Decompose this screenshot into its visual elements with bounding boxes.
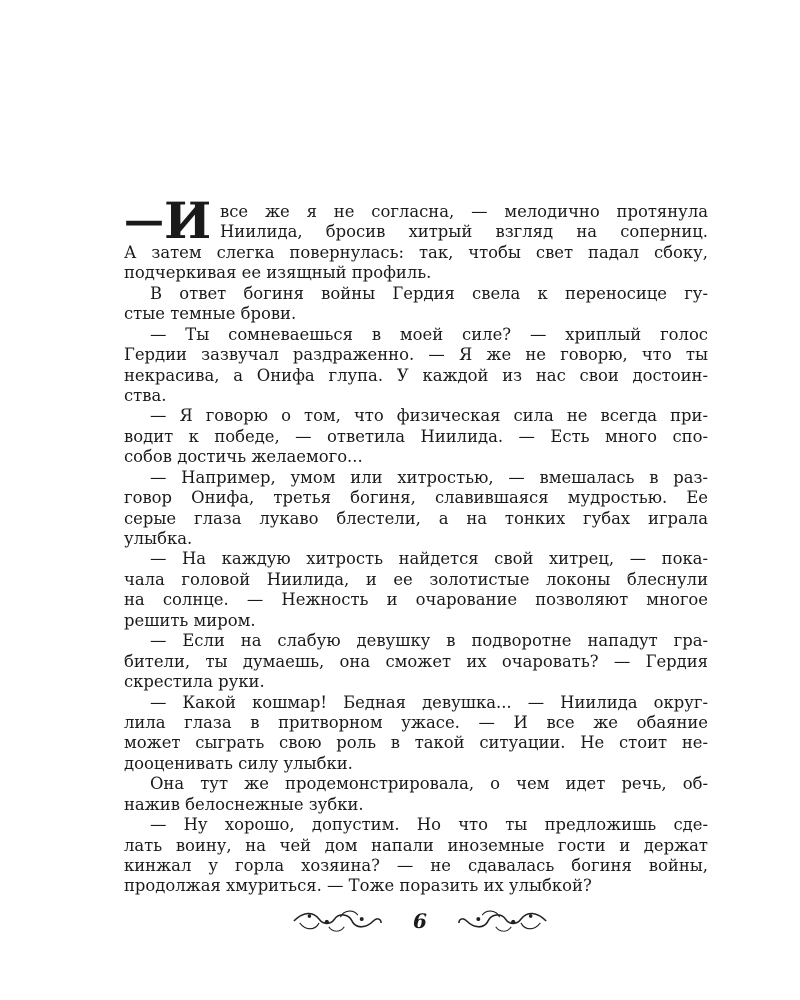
left-flourish-icon bbox=[290, 907, 383, 935]
opening-paragraph bbox=[124, 191, 708, 250]
text-line: Гердии зазвучал раздраженно. — Я же не говорю, что ты bbox=[124, 345, 708, 365]
page-footer bbox=[290, 904, 550, 938]
text-line: ства. bbox=[124, 385, 167, 405]
text-line: может сыграть свою роль в такой ситуации. Не стоит не- bbox=[124, 733, 708, 753]
paragraph bbox=[124, 631, 708, 692]
text-line: Она тут же продемонстрировала, о чем идет речь, об- bbox=[150, 774, 708, 794]
text-line: улыбка. bbox=[124, 529, 193, 549]
text-line: все же я не согласна, — мелодично протянула bbox=[220, 202, 708, 221]
text-line: чала головой Ниилида, и ее золотистые локоны блеснули bbox=[124, 569, 708, 589]
text-line: собов достичь желаемого... bbox=[124, 447, 363, 467]
text-line: некрасива, а Онифа глупа. У каждой из нас свои достоин- bbox=[124, 365, 708, 385]
text-line: кинжал у горла хозяина? — не сдавалась богиня войны, bbox=[124, 856, 708, 876]
text-line: — Какой кошмар! Бедная девушка... — Ниилида округ- bbox=[150, 692, 708, 712]
text-line: бители, ты думаешь, она сможет их очаровать? — Гердия bbox=[124, 651, 708, 671]
opening-lines bbox=[220, 202, 708, 243]
text-line: лать воину, на чей дом напали иноземные гости и держат bbox=[124, 835, 708, 855]
text-line: нажив белоснежные зубки. bbox=[124, 794, 364, 814]
text-line: — Я говорю о том, что физическая сила не всегда при- bbox=[150, 406, 708, 426]
text-line: — Если на слабую девушку в подворотне нападут гра- bbox=[150, 631, 708, 651]
text-line: дооценивать силу улыбки. bbox=[124, 753, 353, 773]
text-line: А затем слегка повернулась: так, чтобы свет падал сбоку, bbox=[124, 242, 708, 262]
paragraph bbox=[124, 406, 708, 467]
text-line: продолжая хмуриться. — Тоже поразить их улыбкой? bbox=[124, 876, 592, 896]
text-line: лила глаза в притворном ужасе. — И все же обаяние bbox=[124, 712, 708, 732]
paragraph bbox=[124, 284, 708, 325]
page-number: 6 bbox=[413, 909, 427, 933]
drop-cap-letter: И bbox=[164, 191, 212, 250]
text-line: Ниилида, бросив хитрый взгляд на соперниц. bbox=[220, 222, 708, 242]
text-line: скрестила руки. bbox=[124, 672, 265, 692]
text-line: подчеркивая ее изящный профиль. bbox=[124, 263, 432, 283]
text-line: — На каждую хитрость найдется свой хитрец, — пока- bbox=[150, 549, 708, 569]
drop-cap-dash: — bbox=[124, 197, 162, 244]
text-line: — Например, умом или хитростью, — вмешалась в раз- bbox=[150, 467, 708, 487]
text-line: стые темные брови. bbox=[124, 304, 297, 324]
paragraph bbox=[124, 325, 708, 407]
paragraph bbox=[124, 774, 708, 815]
paragraph bbox=[124, 693, 708, 775]
text-line: — Ну хорошо, допустим. Но что ты предложишь сде- bbox=[150, 815, 708, 835]
drop-cap bbox=[124, 191, 212, 250]
paragraph bbox=[124, 243, 708, 284]
paragraphs bbox=[124, 243, 708, 897]
text-line: на солнце. — Нежность и очарование позволяют многое bbox=[124, 590, 708, 610]
paragraph bbox=[124, 815, 708, 897]
body-text bbox=[124, 191, 708, 897]
text-line: говор Онифа, третья богиня, славившаяся мудростью. Ее bbox=[124, 488, 708, 508]
text-line: решить миром. bbox=[124, 610, 256, 630]
text-line: серые глаза лукаво блестели, а на тонких губах играла bbox=[124, 508, 708, 528]
text-line: — Ты сомневаешься в моей силе? — хриплый голос bbox=[150, 324, 708, 344]
paragraph bbox=[124, 549, 708, 631]
text-line: водит к победе, — ответила Ниилида. — Есть много спо- bbox=[124, 426, 708, 446]
text-line: В ответ богиня войны Гердия свела к переносице гу- bbox=[150, 283, 708, 303]
right-flourish-icon bbox=[457, 907, 550, 935]
paragraph bbox=[124, 468, 708, 550]
